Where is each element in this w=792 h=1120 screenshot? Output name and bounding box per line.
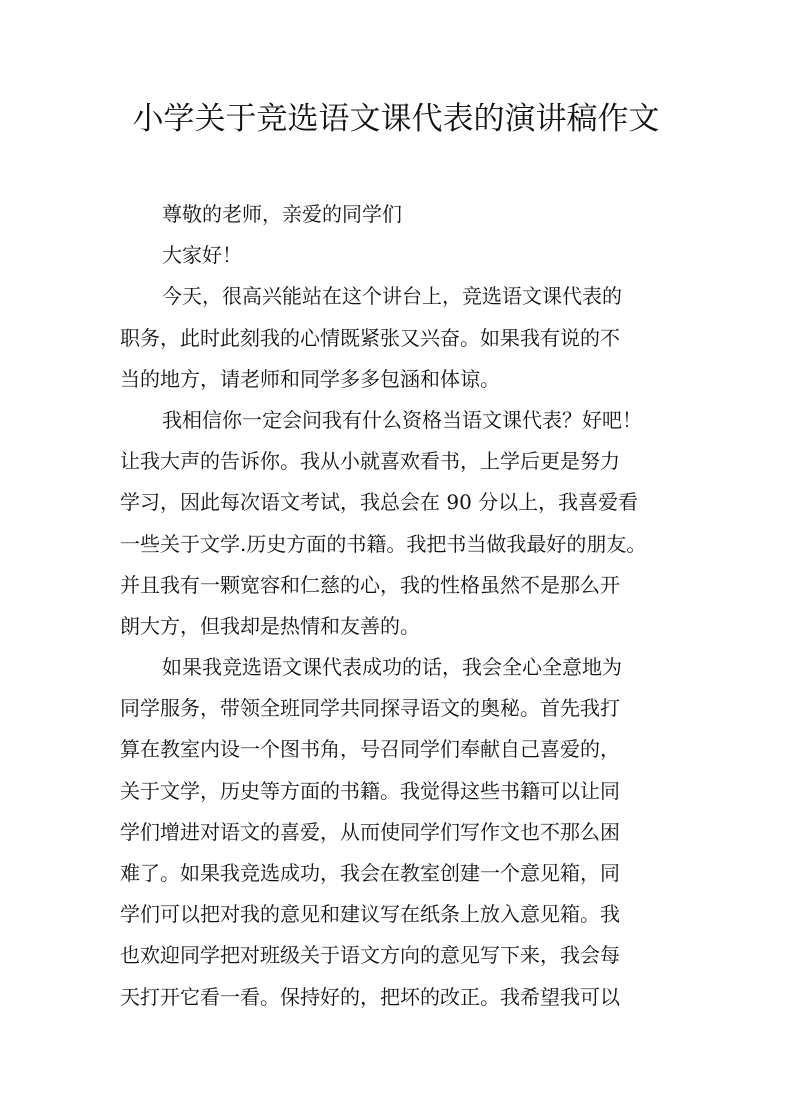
text-line: 学们增进对语文的喜爱，从而使同学们写作文也不那么困 <box>120 819 620 844</box>
text-line: 天打开它看一看。保持好的，把坏的改正。我希望我可以 <box>120 984 620 1009</box>
text-line-hello: 大家好！ <box>162 243 242 268</box>
text-line: 算在教室内设一个图书角，号召同学们奉献自己喜爱的， <box>120 737 620 762</box>
text-line: 当的地方，请老师和同学多多包涵和体谅。 <box>120 366 500 391</box>
text-line: 同学服务，带领全班同学共同探寻语文的奥秘。首先我打 <box>120 696 620 721</box>
text-line-greeting: 尊敬的老师，亲爱的同学们 <box>162 202 402 226</box>
text-line: 学们可以把对我的意见和建议写在纸条上放入意见箱。我 <box>120 902 620 927</box>
text-line: 并且我有一颗宽容和仁慈的心，我的性格虽然不是那么开 <box>120 572 620 597</box>
text-line: 一些关于文学.历史方面的书籍。我把书当做我最好的朋友。 <box>120 531 647 556</box>
text-line: 学习，因此每次语文考试，我总会在 90 分以上，我喜爱看 <box>120 490 639 515</box>
text-line: 也欢迎同学把对班级关于语文方向的意见写下来，我会每 <box>120 943 620 968</box>
text-line: 今天，很高兴能站在这个讲台上，竞选语文课代表的 <box>162 284 622 309</box>
text-line: 朗大方，但我却是热情和友善的。 <box>120 613 420 638</box>
text-line: 关于文学，历史等方面的书籍。我觉得这些书籍可以让同 <box>120 778 620 803</box>
document-body <box>120 194 680 1018</box>
text-line: 让我大声的告诉你。我从小就喜欢看书，上学后更是努力 <box>120 449 620 474</box>
text-line: 如果我竞选语文课代表成功的话，我会全心全意地为 <box>162 655 622 680</box>
document-title: 小学关于竞选语文课代表的演讲稿作文 <box>132 101 660 137</box>
text-line: 难了。如果我竞选成功，我会在教室创建一个意见箱，同 <box>120 861 620 885</box>
text-line: 职务，此时此刻我的心情既紧张又兴奋。如果我有说的不 <box>120 325 620 350</box>
text-line: 我相信你一定会问我有什么资格当语文课代表？好吧！ <box>162 407 642 432</box>
